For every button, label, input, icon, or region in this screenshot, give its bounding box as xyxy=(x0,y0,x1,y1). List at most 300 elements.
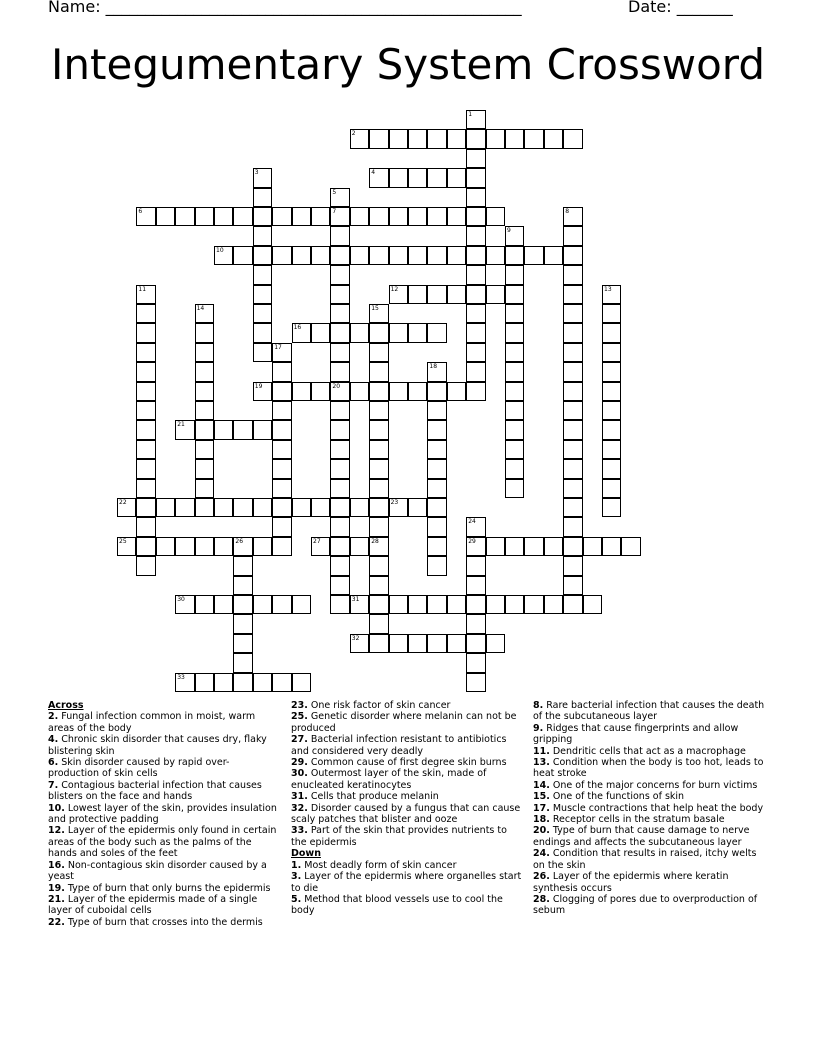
grid-cell[interactable] xyxy=(602,343,621,362)
grid-cell[interactable] xyxy=(447,207,466,226)
grid-cell[interactable] xyxy=(602,401,621,420)
grid-cell[interactable] xyxy=(486,595,505,614)
grid-cell[interactable] xyxy=(117,537,136,556)
grid-cell[interactable] xyxy=(214,207,233,226)
grid-cell[interactable] xyxy=(369,440,388,459)
grid-cell[interactable] xyxy=(350,323,369,342)
grid-cell[interactable] xyxy=(427,634,446,653)
grid-cell[interactable] xyxy=(330,304,349,323)
grid-cell[interactable] xyxy=(272,440,291,459)
grid-cell[interactable] xyxy=(544,246,563,265)
grid-cell[interactable] xyxy=(253,420,272,439)
grid-cell[interactable] xyxy=(253,498,272,517)
grid-cell[interactable] xyxy=(369,420,388,439)
grid-cell[interactable] xyxy=(311,498,330,517)
grid-cell[interactable] xyxy=(466,149,485,168)
grid-cell[interactable] xyxy=(156,498,175,517)
grid-cell[interactable] xyxy=(330,323,349,342)
grid-cell[interactable] xyxy=(195,304,214,323)
grid-cell[interactable] xyxy=(466,246,485,265)
grid-cell[interactable] xyxy=(292,673,311,692)
grid-cell[interactable] xyxy=(369,129,388,148)
grid-cell[interactable] xyxy=(369,556,388,575)
grid-cell[interactable] xyxy=(505,265,524,284)
grid-cell[interactable] xyxy=(136,207,155,226)
grid-cell[interactable] xyxy=(330,420,349,439)
grid-cell[interactable] xyxy=(466,343,485,362)
grid-cell[interactable] xyxy=(330,459,349,478)
grid-cell[interactable] xyxy=(524,246,543,265)
grid-cell[interactable] xyxy=(408,498,427,517)
name-field-line[interactable]: Name: ____________________________________________________ xyxy=(48,0,522,16)
grid-cell[interactable] xyxy=(272,673,291,692)
grid-cell[interactable] xyxy=(214,246,233,265)
grid-cell[interactable] xyxy=(408,595,427,614)
grid-cell[interactable] xyxy=(563,420,582,439)
grid-cell[interactable] xyxy=(408,168,427,187)
grid-cell[interactable] xyxy=(389,207,408,226)
grid-cell[interactable] xyxy=(486,129,505,148)
grid-cell[interactable] xyxy=(427,537,446,556)
grid-cell[interactable] xyxy=(136,556,155,575)
grid-cell[interactable] xyxy=(195,420,214,439)
grid-cell[interactable] xyxy=(253,537,272,556)
grid-cell[interactable] xyxy=(233,653,252,672)
grid-cell[interactable] xyxy=(253,304,272,323)
grid-cell[interactable] xyxy=(466,595,485,614)
grid-cell[interactable] xyxy=(447,595,466,614)
grid-cell[interactable] xyxy=(136,401,155,420)
grid-cell[interactable] xyxy=(427,382,446,401)
grid-cell[interactable] xyxy=(136,343,155,362)
grid-cell[interactable] xyxy=(563,226,582,245)
grid-cell[interactable] xyxy=(505,595,524,614)
grid-cell[interactable] xyxy=(330,362,349,381)
grid-cell[interactable] xyxy=(272,207,291,226)
grid-cell[interactable] xyxy=(505,226,524,245)
grid-cell[interactable] xyxy=(195,498,214,517)
grid-cell[interactable] xyxy=(563,556,582,575)
grid-cell[interactable] xyxy=(563,401,582,420)
grid-cell[interactable] xyxy=(602,440,621,459)
grid-cell[interactable] xyxy=(350,498,369,517)
grid-cell[interactable] xyxy=(389,246,408,265)
grid-cell[interactable] xyxy=(602,537,621,556)
grid-cell[interactable] xyxy=(563,343,582,362)
grid-cell[interactable] xyxy=(195,595,214,614)
grid-cell[interactable] xyxy=(214,498,233,517)
grid-cell[interactable] xyxy=(563,459,582,478)
grid-cell[interactable] xyxy=(466,129,485,148)
grid-cell[interactable] xyxy=(427,323,446,342)
grid-cell[interactable] xyxy=(330,498,349,517)
grid-cell[interactable] xyxy=(563,362,582,381)
grid-cell[interactable] xyxy=(427,168,446,187)
grid-cell[interactable] xyxy=(253,285,272,304)
grid-cell[interactable] xyxy=(563,576,582,595)
grid-cell[interactable] xyxy=(156,207,175,226)
grid-cell[interactable] xyxy=(330,382,349,401)
grid-cell[interactable] xyxy=(486,285,505,304)
grid-cell[interactable] xyxy=(621,537,640,556)
grid-cell[interactable] xyxy=(466,382,485,401)
grid-cell[interactable] xyxy=(136,285,155,304)
grid-cell[interactable] xyxy=(505,420,524,439)
grid-cell[interactable] xyxy=(544,537,563,556)
grid-cell[interactable] xyxy=(466,556,485,575)
grid-cell[interactable] xyxy=(427,420,446,439)
grid-cell[interactable] xyxy=(330,556,349,575)
grid-cell[interactable] xyxy=(369,168,388,187)
grid-cell[interactable] xyxy=(330,401,349,420)
grid-cell[interactable] xyxy=(505,129,524,148)
grid-cell[interactable] xyxy=(136,537,155,556)
grid-cell[interactable] xyxy=(486,246,505,265)
grid-cell[interactable] xyxy=(136,440,155,459)
grid-cell[interactable] xyxy=(466,576,485,595)
grid-cell[interactable] xyxy=(272,382,291,401)
grid-cell[interactable] xyxy=(563,323,582,342)
grid-cell[interactable] xyxy=(466,265,485,284)
grid-cell[interactable] xyxy=(427,479,446,498)
grid-cell[interactable] xyxy=(602,479,621,498)
grid-cell[interactable] xyxy=(505,362,524,381)
grid-cell[interactable] xyxy=(330,246,349,265)
grid-cell[interactable] xyxy=(505,304,524,323)
grid-cell[interactable] xyxy=(136,420,155,439)
grid-cell[interactable] xyxy=(505,285,524,304)
grid-cell[interactable] xyxy=(466,673,485,692)
grid-cell[interactable] xyxy=(272,595,291,614)
grid-cell[interactable] xyxy=(369,537,388,556)
grid-cell[interactable] xyxy=(253,188,272,207)
grid-cell[interactable] xyxy=(292,207,311,226)
grid-cell[interactable] xyxy=(136,517,155,536)
grid-cell[interactable] xyxy=(136,479,155,498)
grid-cell[interactable] xyxy=(330,479,349,498)
grid-cell[interactable] xyxy=(427,129,446,148)
grid-cell[interactable] xyxy=(408,634,427,653)
grid-cell[interactable] xyxy=(369,576,388,595)
grid-cell[interactable] xyxy=(602,285,621,304)
grid-cell[interactable] xyxy=(253,168,272,187)
grid-cell[interactable] xyxy=(292,498,311,517)
grid-cell[interactable] xyxy=(408,382,427,401)
grid-cell[interactable] xyxy=(330,576,349,595)
grid-cell[interactable] xyxy=(292,382,311,401)
grid-cell[interactable] xyxy=(195,343,214,362)
grid-cell[interactable] xyxy=(369,246,388,265)
grid-cell[interactable] xyxy=(136,362,155,381)
grid-cell[interactable] xyxy=(369,207,388,226)
grid-cell[interactable] xyxy=(486,634,505,653)
grid-cell[interactable] xyxy=(233,634,252,653)
grid-cell[interactable] xyxy=(136,382,155,401)
grid-cell[interactable] xyxy=(563,479,582,498)
grid-cell[interactable] xyxy=(136,459,155,478)
grid-cell[interactable] xyxy=(369,634,388,653)
grid-cell[interactable] xyxy=(563,382,582,401)
grid-cell[interactable] xyxy=(311,537,330,556)
grid-cell[interactable] xyxy=(563,207,582,226)
grid-cell[interactable] xyxy=(350,207,369,226)
grid-cell[interactable] xyxy=(466,614,485,633)
grid-cell[interactable] xyxy=(524,537,543,556)
grid-cell[interactable] xyxy=(350,595,369,614)
grid-cell[interactable] xyxy=(505,459,524,478)
grid-cell[interactable] xyxy=(427,517,446,536)
grid-cell[interactable] xyxy=(563,304,582,323)
grid-cell[interactable] xyxy=(486,207,505,226)
grid-cell[interactable] xyxy=(233,420,252,439)
grid-cell[interactable] xyxy=(389,168,408,187)
grid-cell[interactable] xyxy=(427,556,446,575)
grid-cell[interactable] xyxy=(486,537,505,556)
grid-cell[interactable] xyxy=(195,362,214,381)
grid-cell[interactable] xyxy=(505,537,524,556)
grid-cell[interactable] xyxy=(427,362,446,381)
grid-cell[interactable] xyxy=(233,595,252,614)
grid-cell[interactable] xyxy=(389,634,408,653)
grid-cell[interactable] xyxy=(195,382,214,401)
grid-cell[interactable] xyxy=(563,265,582,284)
grid-cell[interactable] xyxy=(175,207,194,226)
grid-cell[interactable] xyxy=(466,285,485,304)
grid-cell[interactable] xyxy=(214,673,233,692)
grid-cell[interactable] xyxy=(408,207,427,226)
grid-cell[interactable] xyxy=(602,304,621,323)
grid-cell[interactable] xyxy=(427,401,446,420)
grid-cell[interactable] xyxy=(136,498,155,517)
grid-cell[interactable] xyxy=(175,420,194,439)
grid-cell[interactable] xyxy=(330,343,349,362)
grid-cell[interactable] xyxy=(505,440,524,459)
grid-cell[interactable] xyxy=(563,517,582,536)
grid-cell[interactable] xyxy=(253,382,272,401)
grid-cell[interactable] xyxy=(272,246,291,265)
grid-cell[interactable] xyxy=(466,168,485,187)
grid-cell[interactable] xyxy=(389,595,408,614)
grid-cell[interactable] xyxy=(272,498,291,517)
grid-cell[interactable] xyxy=(350,634,369,653)
grid-cell[interactable] xyxy=(427,595,446,614)
grid-cell[interactable] xyxy=(272,362,291,381)
grid-cell[interactable] xyxy=(544,129,563,148)
grid-cell[interactable] xyxy=(369,323,388,342)
date-field-line[interactable]: Date: _______ xyxy=(628,0,733,16)
grid-cell[interactable] xyxy=(272,537,291,556)
grid-cell[interactable] xyxy=(253,207,272,226)
grid-cell[interactable] xyxy=(272,517,291,536)
grid-cell[interactable] xyxy=(427,285,446,304)
grid-cell[interactable] xyxy=(195,207,214,226)
grid-cell[interactable] xyxy=(233,537,252,556)
grid-cell[interactable] xyxy=(136,304,155,323)
grid-cell[interactable] xyxy=(369,595,388,614)
grid-cell[interactable] xyxy=(233,556,252,575)
grid-cell[interactable] xyxy=(505,323,524,342)
grid-cell[interactable] xyxy=(447,246,466,265)
grid-cell[interactable] xyxy=(233,498,252,517)
grid-cell[interactable] xyxy=(330,265,349,284)
grid-cell[interactable] xyxy=(602,382,621,401)
grid-cell[interactable] xyxy=(311,323,330,342)
grid-cell[interactable] xyxy=(389,323,408,342)
grid-cell[interactable] xyxy=(311,246,330,265)
grid-cell[interactable] xyxy=(447,382,466,401)
grid-cell[interactable] xyxy=(544,595,563,614)
grid-cell[interactable] xyxy=(136,323,155,342)
grid-cell[interactable] xyxy=(311,382,330,401)
grid-cell[interactable] xyxy=(195,323,214,342)
grid-cell[interactable] xyxy=(233,673,252,692)
grid-cell[interactable] xyxy=(466,362,485,381)
grid-cell[interactable] xyxy=(389,285,408,304)
grid-cell[interactable] xyxy=(233,246,252,265)
grid-cell[interactable] xyxy=(447,168,466,187)
grid-cell[interactable] xyxy=(447,129,466,148)
grid-cell[interactable] xyxy=(466,517,485,536)
grid-cell[interactable] xyxy=(602,459,621,478)
grid-cell[interactable] xyxy=(505,479,524,498)
grid-cell[interactable] xyxy=(272,420,291,439)
grid-cell[interactable] xyxy=(466,226,485,245)
grid-cell[interactable] xyxy=(330,517,349,536)
grid-cell[interactable] xyxy=(369,459,388,478)
grid-cell[interactable] xyxy=(408,246,427,265)
grid-cell[interactable] xyxy=(408,323,427,342)
grid-cell[interactable] xyxy=(466,304,485,323)
grid-cell[interactable] xyxy=(253,323,272,342)
grid-cell[interactable] xyxy=(350,537,369,556)
grid-cell[interactable] xyxy=(292,323,311,342)
grid-cell[interactable] xyxy=(563,595,582,614)
grid-cell[interactable] xyxy=(175,595,194,614)
grid-cell[interactable] xyxy=(369,401,388,420)
grid-cell[interactable] xyxy=(369,479,388,498)
grid-cell[interactable] xyxy=(156,537,175,556)
grid-cell[interactable] xyxy=(466,634,485,653)
grid-cell[interactable] xyxy=(214,537,233,556)
grid-cell[interactable] xyxy=(466,537,485,556)
grid-cell[interactable] xyxy=(427,440,446,459)
grid-cell[interactable] xyxy=(466,110,485,129)
grid-cell[interactable] xyxy=(330,285,349,304)
grid-cell[interactable] xyxy=(214,420,233,439)
grid-cell[interactable] xyxy=(330,188,349,207)
grid-cell[interactable] xyxy=(330,440,349,459)
grid-cell[interactable] xyxy=(350,382,369,401)
grid-cell[interactable] xyxy=(447,285,466,304)
grid-cell[interactable] xyxy=(253,265,272,284)
grid-cell[interactable] xyxy=(427,246,446,265)
grid-cell[interactable] xyxy=(195,401,214,420)
grid-cell[interactable] xyxy=(117,498,136,517)
grid-cell[interactable] xyxy=(505,382,524,401)
grid-cell[interactable] xyxy=(563,129,582,148)
grid-cell[interactable] xyxy=(583,537,602,556)
grid-cell[interactable] xyxy=(369,517,388,536)
grid-cell[interactable] xyxy=(195,459,214,478)
grid-cell[interactable] xyxy=(195,440,214,459)
grid-cell[interactable] xyxy=(408,129,427,148)
grid-cell[interactable] xyxy=(330,226,349,245)
grid-cell[interactable] xyxy=(233,207,252,226)
grid-cell[interactable] xyxy=(369,614,388,633)
grid-cell[interactable] xyxy=(330,207,349,226)
grid-cell[interactable] xyxy=(563,246,582,265)
grid-cell[interactable] xyxy=(272,401,291,420)
grid-cell[interactable] xyxy=(350,246,369,265)
grid-cell[interactable] xyxy=(369,304,388,323)
grid-cell[interactable] xyxy=(175,673,194,692)
grid-cell[interactable] xyxy=(602,323,621,342)
grid-cell[interactable] xyxy=(253,226,272,245)
grid-cell[interactable] xyxy=(292,595,311,614)
grid-cell[interactable] xyxy=(369,343,388,362)
grid-cell[interactable] xyxy=(466,653,485,672)
grid-cell[interactable] xyxy=(292,246,311,265)
grid-cell[interactable] xyxy=(195,537,214,556)
grid-cell[interactable] xyxy=(253,595,272,614)
grid-cell[interactable] xyxy=(447,634,466,653)
grid-cell[interactable] xyxy=(427,459,446,478)
grid-cell[interactable] xyxy=(350,129,369,148)
grid-cell[interactable] xyxy=(195,479,214,498)
grid-cell[interactable] xyxy=(466,323,485,342)
grid-cell[interactable] xyxy=(505,401,524,420)
grid-cell[interactable] xyxy=(563,285,582,304)
grid-cell[interactable] xyxy=(505,246,524,265)
grid-cell[interactable] xyxy=(195,673,214,692)
grid-cell[interactable] xyxy=(253,246,272,265)
grid-cell[interactable] xyxy=(175,498,194,517)
grid-cell[interactable] xyxy=(602,362,621,381)
grid-cell[interactable] xyxy=(253,673,272,692)
grid-cell[interactable] xyxy=(408,285,427,304)
grid-cell[interactable] xyxy=(175,537,194,556)
grid-cell[interactable] xyxy=(369,498,388,517)
grid-cell[interactable] xyxy=(272,343,291,362)
grid-cell[interactable] xyxy=(602,498,621,517)
grid-cell[interactable] xyxy=(427,207,446,226)
grid-cell[interactable] xyxy=(389,498,408,517)
grid-cell[interactable] xyxy=(369,382,388,401)
grid-cell[interactable] xyxy=(505,343,524,362)
grid-cell[interactable] xyxy=(466,188,485,207)
grid-cell[interactable] xyxy=(563,498,582,517)
grid-cell[interactable] xyxy=(330,537,349,556)
grid-cell[interactable] xyxy=(524,129,543,148)
grid-cell[interactable] xyxy=(253,343,272,362)
grid-cell[interactable] xyxy=(272,459,291,478)
grid-cell[interactable] xyxy=(330,595,349,614)
grid-cell[interactable] xyxy=(214,595,233,614)
grid-cell[interactable] xyxy=(466,207,485,226)
grid-cell[interactable] xyxy=(583,595,602,614)
grid-cell[interactable] xyxy=(563,537,582,556)
grid-cell[interactable] xyxy=(233,614,252,633)
grid-cell[interactable] xyxy=(427,498,446,517)
grid-cell[interactable] xyxy=(563,440,582,459)
grid-cell[interactable] xyxy=(524,595,543,614)
grid-cell[interactable] xyxy=(602,420,621,439)
grid-cell[interactable] xyxy=(272,479,291,498)
grid-cell[interactable] xyxy=(389,382,408,401)
grid-cell[interactable] xyxy=(311,207,330,226)
grid-cell[interactable] xyxy=(369,362,388,381)
grid-cell[interactable] xyxy=(389,129,408,148)
